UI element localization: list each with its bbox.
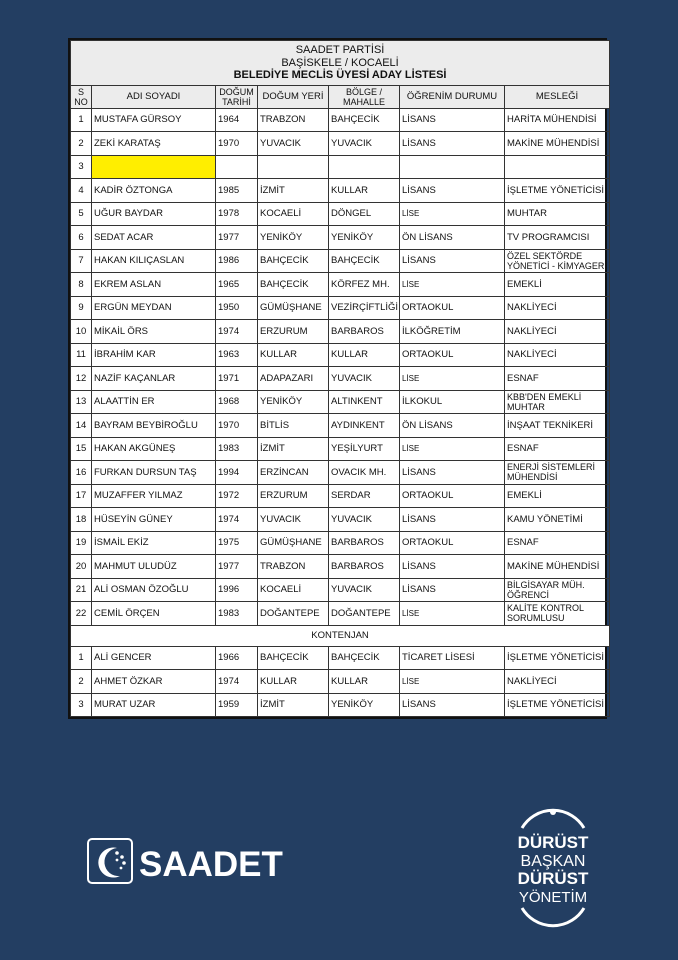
cell-birth-date: 1983 [216, 602, 258, 626]
cell-birth-date: 1974 [216, 508, 258, 532]
cell-region: KULLAR [329, 179, 400, 203]
cell-birthplace: BAHÇECİK [258, 273, 329, 297]
title-line-party: SAADET PARTİSİ [295, 44, 385, 56]
table-row [71, 693, 610, 717]
svg-text:YÖNETİM: YÖNETİM [518, 889, 588, 906]
cell-education: ÖN LİSANS [400, 414, 505, 438]
cell-sno: 22 [71, 602, 92, 626]
cell-job [505, 155, 610, 179]
cell-education: LİSANS [400, 179, 505, 203]
cell-sno: 13 [71, 390, 92, 414]
cell-job: NAKLİYECİ [505, 320, 610, 344]
cell-region: BAHÇECİK [329, 108, 400, 132]
cell-name: MURAT UZAR [92, 693, 216, 717]
cell-name: KADİR ÖZTONGA [92, 179, 216, 203]
cell-birth-date: 1975 [216, 531, 258, 555]
document-title [71, 41, 610, 86]
cell-sno: 20 [71, 555, 92, 579]
cell-name: ZEKİ KARATAŞ [92, 132, 216, 156]
table-row [71, 226, 610, 250]
cell-sno: 16 [71, 461, 92, 485]
cell-sno: 1 [71, 108, 92, 132]
title-row [71, 41, 610, 86]
table-row [71, 602, 610, 626]
cell-sno: 8 [71, 273, 92, 297]
cell-education: LİSANS [400, 461, 505, 485]
cell-birthplace: YUVACIK [258, 132, 329, 156]
table-row [71, 273, 610, 297]
cell-name: AHMET ÖZKAR [92, 670, 216, 694]
cell-birth-date: 1978 [216, 202, 258, 226]
cell-name: HAKAN AKGÜNEŞ [92, 437, 216, 461]
cell-birthplace: KULLAR [258, 670, 329, 694]
cell-region: BARBAROS [329, 555, 400, 579]
cell-education: TİCARET LİSESİ [400, 646, 505, 670]
cell-education: LİSANS [400, 508, 505, 532]
cell-name: MAHMUT ULUDÜZ [92, 555, 216, 579]
cell-birthplace: KOCAELİ [258, 578, 329, 602]
durust-yonetim-logo [512, 806, 594, 930]
cell-job: ESNAF [505, 437, 610, 461]
cell-education: LİSANS [400, 108, 505, 132]
table-row [71, 390, 610, 414]
cell-sno: 3 [71, 155, 92, 179]
cell-job: İŞLETME YÖNETİCİSİ [505, 693, 610, 717]
cell-sno: 21 [71, 578, 92, 602]
cell-name: ERGÜN MEYDAN [92, 296, 216, 320]
cell-birthplace: YUVACIK [258, 508, 329, 532]
cell-name: UĞUR BAYDAR [92, 202, 216, 226]
table-row [71, 296, 610, 320]
cell-sno: 7 [71, 249, 92, 273]
cell-region: DÖNGEL [329, 202, 400, 226]
cell-birthplace: KOCAELİ [258, 202, 329, 226]
title-line-district: BAŞİSKELE / KOCAELİ [281, 56, 399, 69]
cell-education: LİSE [400, 202, 505, 226]
cell-name: CEMİL ÖRÇEN [92, 602, 216, 626]
cell-birthplace: YENİKÖY [258, 390, 329, 414]
cell-sno: 11 [71, 343, 92, 367]
cell-education: LİSE [400, 602, 505, 626]
cell-job: NAKLİYECİ [505, 343, 610, 367]
cell-birth-date: 1970 [216, 414, 258, 438]
col-birthplace: DOĞUM YERİ [258, 85, 329, 108]
cell-education: ORTAOKUL [400, 343, 505, 367]
cell-region: DOĞANTEPE [329, 602, 400, 626]
cell-sno: 14 [71, 414, 92, 438]
table-row [71, 484, 610, 508]
cell-region: BAHÇECİK [329, 249, 400, 273]
cell-birthplace [258, 155, 329, 179]
cell-birth-date: 1965 [216, 273, 258, 297]
cell-job: ENERJİ SİSTEMLERİ MÜHENDİSİ [505, 461, 610, 485]
table-row [71, 578, 610, 602]
cell-region: YENİKÖY [329, 226, 400, 250]
cell-birth-date: 1971 [216, 367, 258, 391]
cell-region: BARBAROS [329, 320, 400, 344]
cell-birthplace: ERZURUM [258, 320, 329, 344]
cell-education: LİSANS [400, 693, 505, 717]
cell-birth-date: 1964 [216, 108, 258, 132]
cell-region: SERDAR [329, 484, 400, 508]
cell-region: YUVACIK [329, 367, 400, 391]
cell-job: KAMU YÖNETİMİ [505, 508, 610, 532]
cell-education: İLKÖĞRETİM [400, 320, 505, 344]
cell-birthplace: DOĞANTEPE [258, 602, 329, 626]
cell-job: İŞLETME YÖNETİCİSİ [505, 179, 610, 203]
cell-job: EMEKLİ [505, 484, 610, 508]
logo-wordmark: SAADET [139, 845, 283, 884]
cell-birthplace: ERZURUM [258, 484, 329, 508]
cell-sno: 2 [71, 670, 92, 694]
cell-region [329, 155, 400, 179]
cell-birth-date: 1974 [216, 670, 258, 694]
cell-education: ORTAOKUL [400, 484, 505, 508]
cell-birthplace: BAHÇECİK [258, 646, 329, 670]
cell-birth-date: 1985 [216, 179, 258, 203]
table-row [71, 414, 610, 438]
cell-sno: 18 [71, 508, 92, 532]
cell-region: OVACIK MH. [329, 461, 400, 485]
cell-education: LİSE [400, 367, 505, 391]
cell-education: LİSE [400, 670, 505, 694]
table-row [71, 555, 610, 579]
cell-job: NAKLİYECİ [505, 296, 610, 320]
saadet-logo [87, 838, 302, 888]
cell-birthplace: KULLAR [258, 343, 329, 367]
cell-birth-date: 1994 [216, 461, 258, 485]
quota-label: KONTENJAN [71, 625, 610, 646]
cell-birthplace: ERZİNCAN [258, 461, 329, 485]
table-row [71, 249, 610, 273]
table-row [71, 646, 610, 670]
cell-birth-date: 1963 [216, 343, 258, 367]
cell-sno: 6 [71, 226, 92, 250]
table-row [71, 108, 610, 132]
table-row [71, 531, 610, 555]
cell-sno: 19 [71, 531, 92, 555]
cell-region: YEŞİLYURT [329, 437, 400, 461]
cell-education: ORTAOKUL [400, 531, 505, 555]
col-job: MESLEĞİ [505, 85, 610, 108]
cell-name: ALİ GENCER [92, 646, 216, 670]
cell-job: NAKLİYECİ [505, 670, 610, 694]
cell-name: BAYRAM BEYBİROĞLU [92, 414, 216, 438]
cell-birth-date: 1970 [216, 132, 258, 156]
cell-education: LİSANS [400, 555, 505, 579]
cell-education: LİSANS [400, 578, 505, 602]
cell-name: ALAATTİN ER [92, 390, 216, 414]
table-row [71, 155, 610, 179]
cell-job: ÖZEL SEKTÖRDE YÖNETİCİ - KİMYAGER [505, 249, 610, 273]
table-row [71, 461, 610, 485]
cell-name: SEDAT ACAR [92, 226, 216, 250]
cell-name: MİKAİL ÖRS [92, 320, 216, 344]
cell-birthplace: ADAPAZARI [258, 367, 329, 391]
cell-birthplace: İZMİT [258, 179, 329, 203]
cell-birth-date: 1972 [216, 484, 258, 508]
cell-sno: 12 [71, 367, 92, 391]
cell-birthplace: GÜMÜŞHANE [258, 531, 329, 555]
col-name: ADI SOYADI [92, 85, 216, 108]
cell-education: LİSANS [400, 132, 505, 156]
cell-birthplace: GÜMÜŞHANE [258, 296, 329, 320]
cell-sno: 15 [71, 437, 92, 461]
table-row [71, 179, 610, 203]
cell-education: ÖN LİSANS [400, 226, 505, 250]
cell-name: FURKAN DURSUN TAŞ [92, 461, 216, 485]
cell-birth-date: 1996 [216, 578, 258, 602]
cell-region: KULLAR [329, 670, 400, 694]
cell-job: BİLGİSAYAR MÜH. ÖĞRENCİ [505, 578, 610, 602]
cell-sno: 9 [71, 296, 92, 320]
cell-name: ALİ OSMAN ÖZOĞLU [92, 578, 216, 602]
cell-job: KALİTE KONTROL SORUMLUSU [505, 602, 610, 626]
cell-birth-date: 1974 [216, 320, 258, 344]
cell-job: İNŞAAT TEKNİKERİ [505, 414, 610, 438]
cell-education: LİSE [400, 437, 505, 461]
cell-job: İŞLETME YÖNETİCİSİ [505, 646, 610, 670]
table-row [71, 343, 610, 367]
cell-region: BARBAROS [329, 531, 400, 555]
cell-region: BAHÇECİK [329, 646, 400, 670]
cell-birthplace: TRABZON [258, 555, 329, 579]
cell-birth-date: 1968 [216, 390, 258, 414]
cell-name: MUSTAFA GÜRSOY [92, 108, 216, 132]
cell-name: İSMAİL EKİZ [92, 531, 216, 555]
cell-birthplace: BİTLİS [258, 414, 329, 438]
cell-region: VEZİRÇİFTLİĞİ [329, 296, 400, 320]
cell-birth-date: 1966 [216, 646, 258, 670]
cell-job: ESNAF [505, 367, 610, 391]
cell-education: LİSANS [400, 249, 505, 273]
col-region: BÖLGE / MAHALLE [329, 85, 400, 108]
cell-region: YUVACIK [329, 508, 400, 532]
cell-job: KBB'DEN EMEKLİ MUHTAR [505, 390, 610, 414]
cell-job: TV PROGRAMCISI [505, 226, 610, 250]
table-row [71, 132, 610, 156]
candidate-list-sheet [68, 38, 607, 719]
cell-job: EMEKLİ [505, 273, 610, 297]
cell-birthplace: İZMİT [258, 693, 329, 717]
cell-birth-date [216, 155, 258, 179]
cell-name: NAZİF KAÇANLAR [92, 367, 216, 391]
cell-education: LİSE [400, 273, 505, 297]
table-row [71, 508, 610, 532]
title-line-list: BELEDİYE MECLİS ÜYESİ ADAY LİSTESİ [233, 69, 447, 81]
cell-region: KULLAR [329, 343, 400, 367]
cell-birth-date: 1959 [216, 693, 258, 717]
col-sno: S NO [71, 85, 92, 108]
cell-birthplace: BAHÇECİK [258, 249, 329, 273]
cell-name: İBRAHİM KAR [92, 343, 216, 367]
cell-birth-date: 1950 [216, 296, 258, 320]
cell-birth-date: 1977 [216, 555, 258, 579]
cell-name: EKREM ASLAN [92, 273, 216, 297]
cell-birthplace: TRABZON [258, 108, 329, 132]
svg-text:BAŞKAN: BAŞKAN [520, 853, 586, 870]
col-education: ÖĞRENİM DURUMU [400, 85, 505, 108]
cell-name: MUZAFFER YILMAZ [92, 484, 216, 508]
cell-birthplace: YENİKÖY [258, 226, 329, 250]
cell-job: HARİTA MÜHENDİSİ [505, 108, 610, 132]
candidate-table [70, 40, 610, 717]
col-birth-date: DOĞUM TARİHİ [216, 85, 258, 108]
cell-name: HÜSEYİN GÜNEY [92, 508, 216, 532]
table-row [71, 437, 610, 461]
cell-name: HAKAN KILIÇASLAN [92, 249, 216, 273]
cell-education: ORTAOKUL [400, 296, 505, 320]
table-row [71, 202, 610, 226]
cell-job: ESNAF [505, 531, 610, 555]
cell-education: İLKOKUL [400, 390, 505, 414]
cell-job: MAKİNE MÜHENDİSİ [505, 132, 610, 156]
cell-sno: 17 [71, 484, 92, 508]
cell-sno: 3 [71, 693, 92, 717]
cell-region: YUVACIK [329, 132, 400, 156]
cell-job: MAKİNE MÜHENDİSİ [505, 555, 610, 579]
table-row [71, 670, 610, 694]
cell-birth-date: 1986 [216, 249, 258, 273]
cell-birth-date: 1983 [216, 437, 258, 461]
cell-region: KÖRFEZ MH. [329, 273, 400, 297]
cell-sno: 2 [71, 132, 92, 156]
cell-region: YENİKÖY [329, 693, 400, 717]
svg-text:DÜRÜST: DÜRÜST [517, 833, 589, 852]
cell-sno: 5 [71, 202, 92, 226]
cell-education [400, 155, 505, 179]
table-row [71, 367, 610, 391]
quota-section-row [71, 625, 610, 646]
cell-sno: 10 [71, 320, 92, 344]
table-row [71, 320, 610, 344]
cell-job: MUHTAR [505, 202, 610, 226]
cell-birth-date: 1977 [216, 226, 258, 250]
cell-birthplace: İZMİT [258, 437, 329, 461]
column-header-row [71, 85, 610, 108]
cell-name [92, 155, 216, 179]
svg-text:DÜRÜST: DÜRÜST [517, 869, 589, 888]
cell-region: AYDINKENT [329, 414, 400, 438]
cell-sno: 1 [71, 646, 92, 670]
cell-sno: 4 [71, 179, 92, 203]
cell-region: YUVACIK [329, 578, 400, 602]
cell-region: ALTINKENT [329, 390, 400, 414]
